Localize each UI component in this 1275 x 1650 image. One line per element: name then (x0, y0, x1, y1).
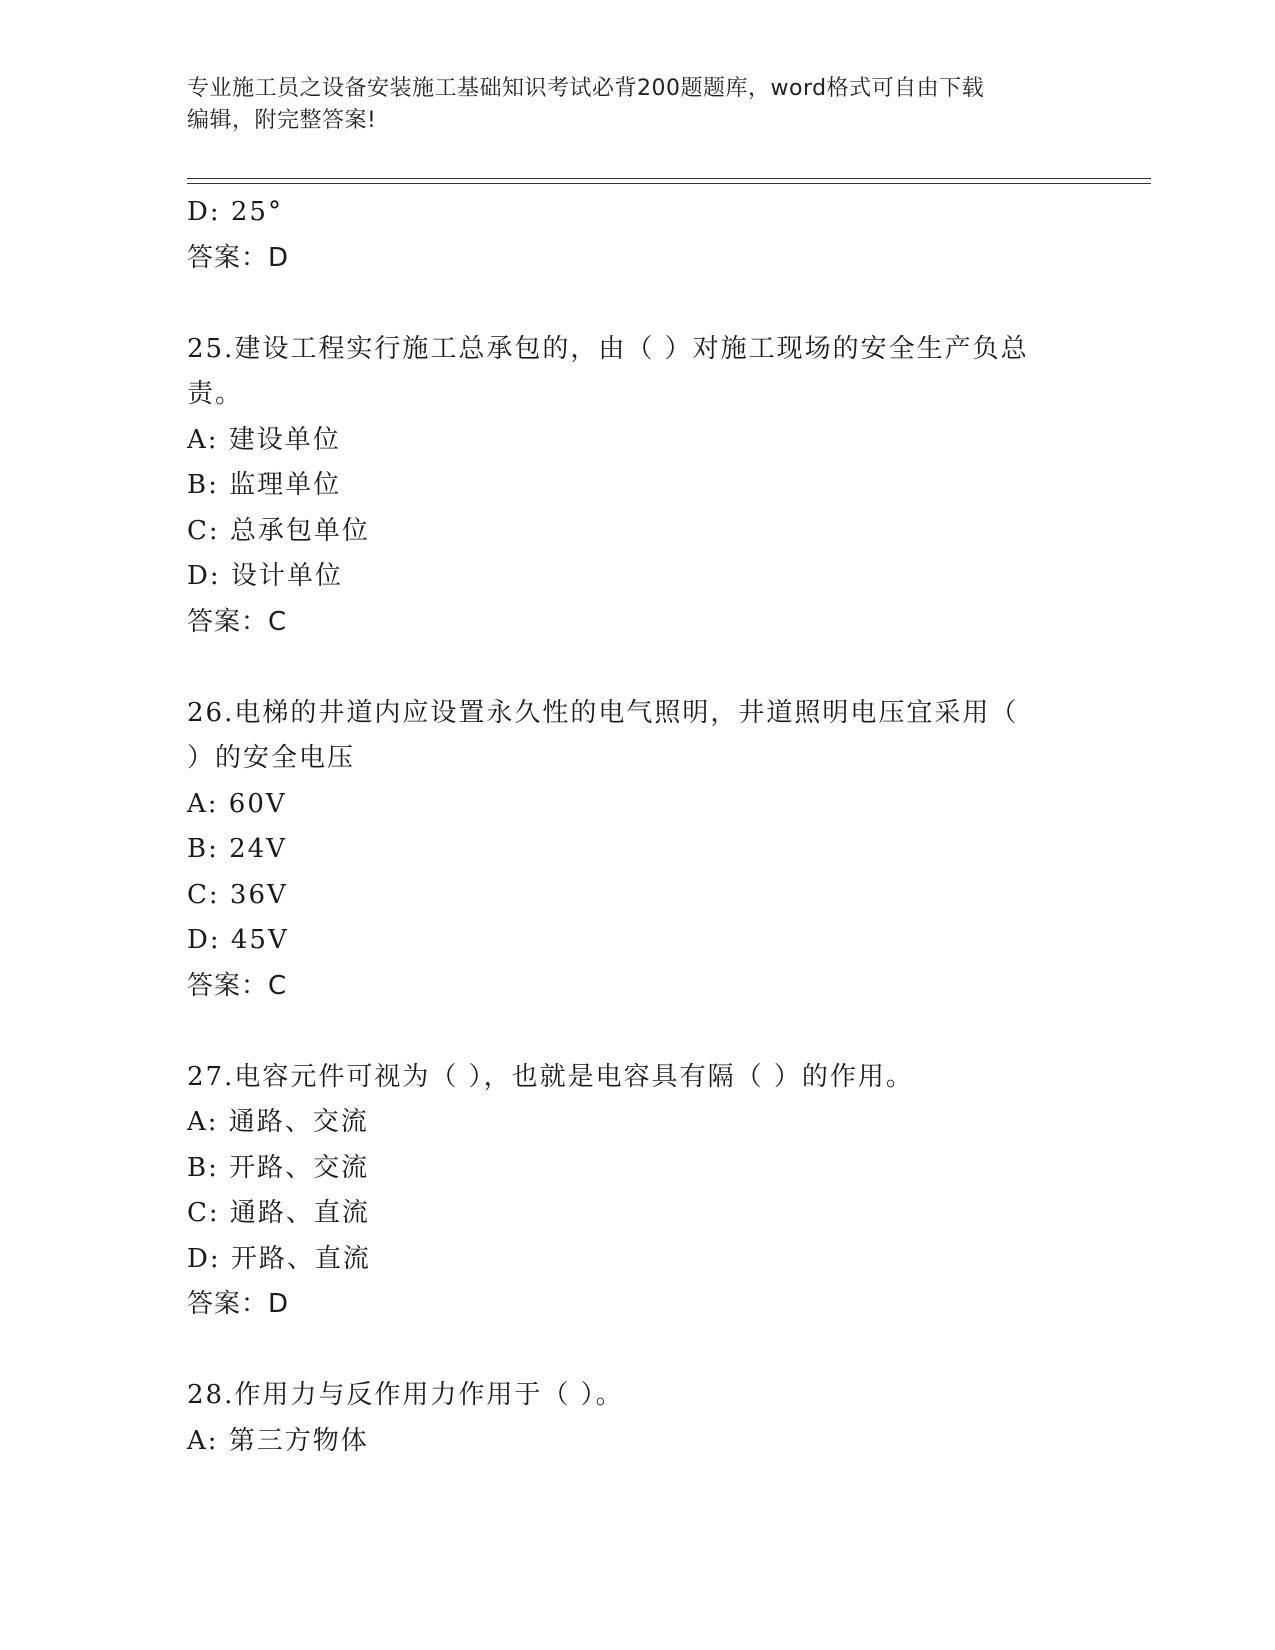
question-text-cont: 责。 (187, 379, 244, 409)
option-a: A: 第三方物体 (187, 1425, 369, 1456)
question-text: 25.建设工程实行施工总承包的，由（ ）对施工现场的安全生产负总 (187, 333, 1029, 364)
header-divider-top (187, 178, 1151, 179)
option-b: B: 开路、交流 (187, 1152, 370, 1183)
prev-option-d: D: 25° (187, 197, 283, 227)
prev-answer: 答案：D (187, 242, 290, 273)
header-divider-bottom (187, 183, 1151, 184)
option-d: D: 45V (187, 925, 289, 955)
option-d: D: 设计单位 (187, 561, 343, 591)
option-c: C: 通路、直流 (187, 1198, 370, 1228)
question-25 (187, 327, 1087, 646)
answer: 答案：C (187, 606, 288, 637)
option-a: A: 通路、交流 (187, 1107, 369, 1137)
header-line-2: 编辑，附完整答案! (187, 108, 377, 133)
answer: 答案：C (187, 970, 288, 1001)
question-text: 27.电容元件可视为（ ），也就是电容具有隔（ ）的作用。 (187, 1061, 914, 1092)
question-text-cont: ）的安全电压 (187, 743, 356, 773)
option-c: C: 总承包单位 (187, 515, 370, 546)
question-27 (187, 1055, 1087, 1328)
option-b: B: 24V (187, 834, 287, 864)
answer: 答案：D (187, 1289, 290, 1319)
question-text: 28.作用力与反作用力作用于（ ）。 (187, 1380, 624, 1410)
question-list (187, 190, 1087, 1464)
header-line-1: 专业施工员之设备安装施工基础知识考试必背200题题库，word格式可自由下载 (187, 76, 985, 101)
question-28 (187, 1373, 1087, 1464)
option-b: B: 监理单位 (187, 470, 342, 500)
question-26 (187, 691, 1087, 1010)
option-a: A: 60V (187, 788, 287, 819)
document-header (187, 73, 1087, 137)
question-text: 26.电梯的井道内应设置永久性的电气照明，井道照明电压宜采用（ (187, 697, 1019, 728)
option-a: A: 建设单位 (187, 424, 341, 455)
option-d: D: 开路、直流 (187, 1243, 371, 1274)
option-c: C: 36V (187, 879, 288, 910)
